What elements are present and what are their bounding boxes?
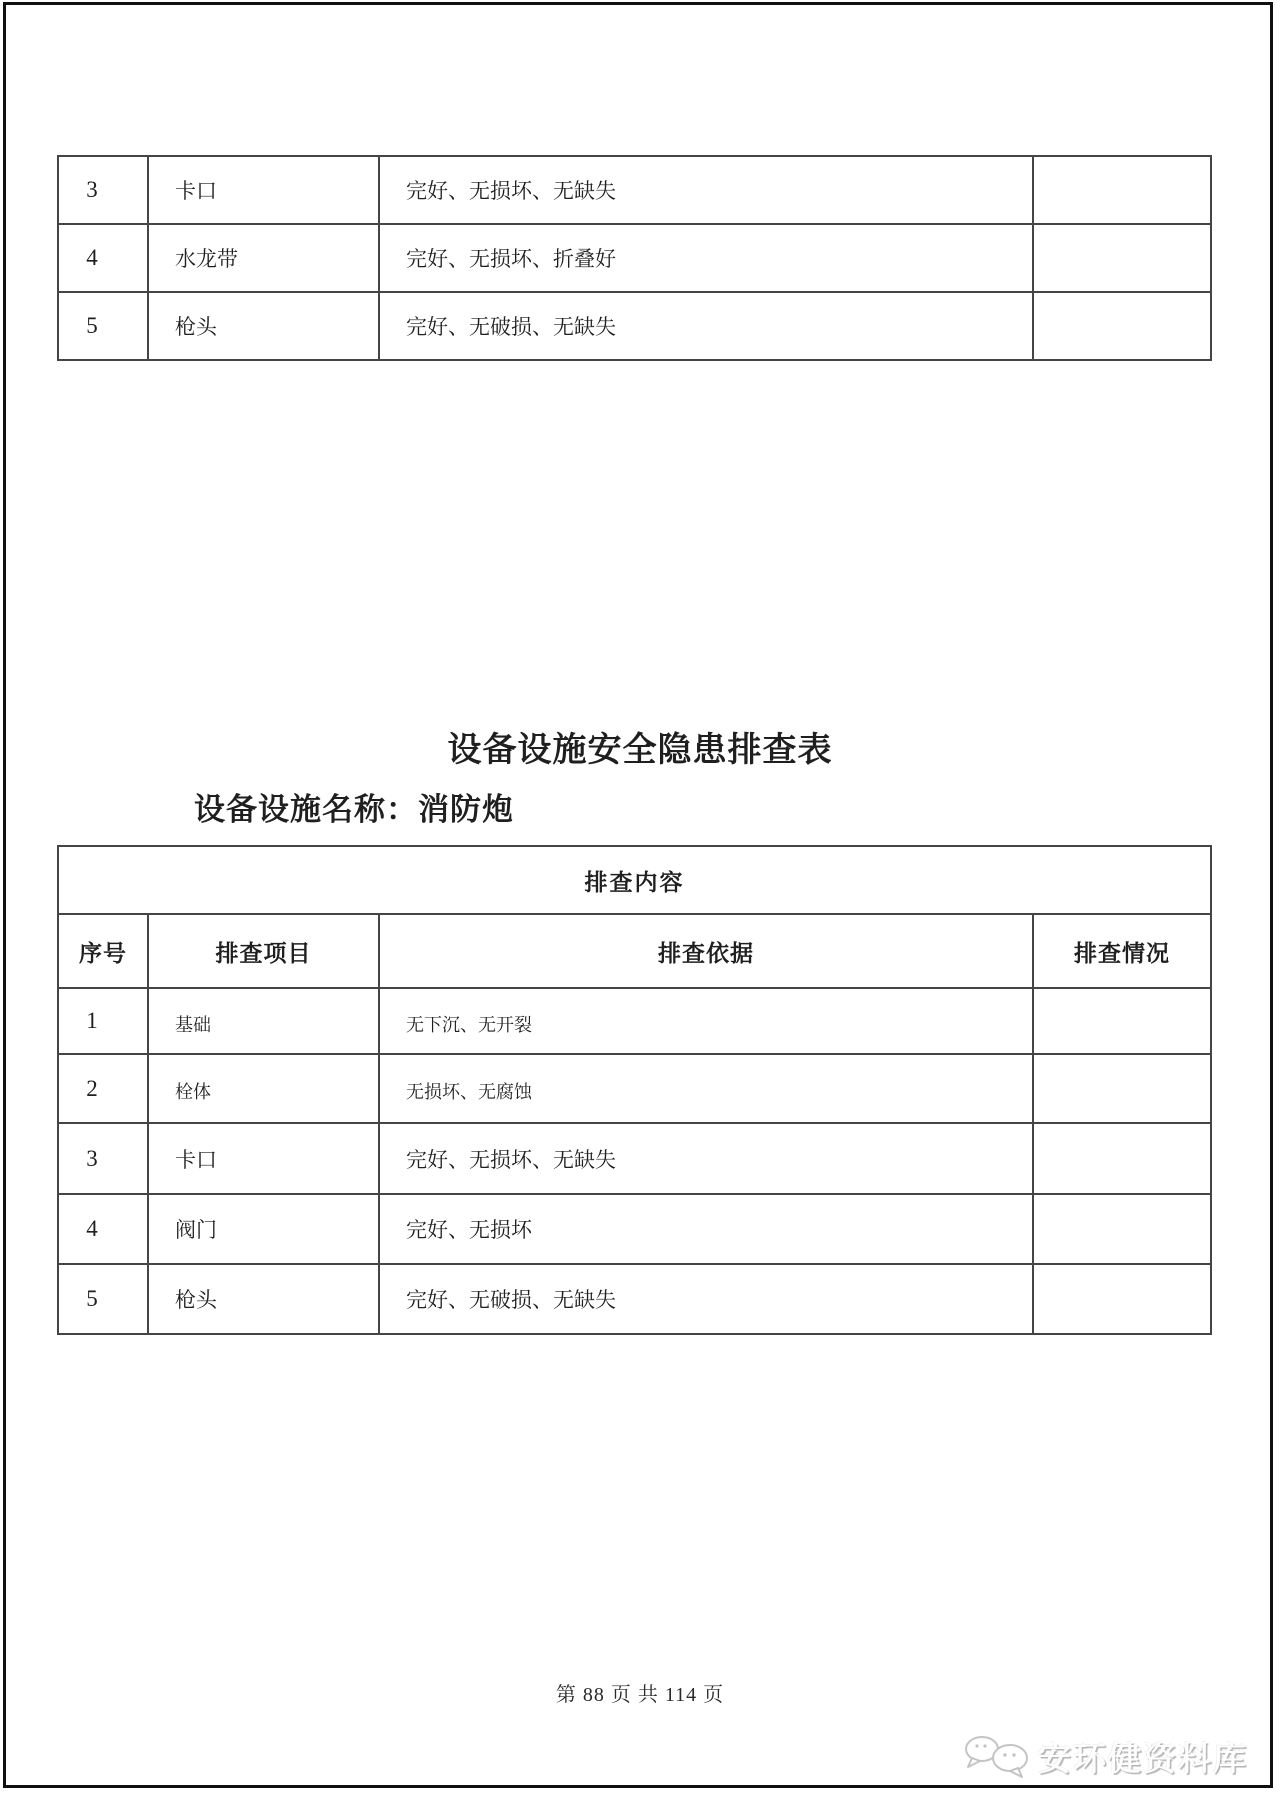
status-cell [1033, 1264, 1211, 1334]
status-cell [1033, 1194, 1211, 1264]
serial-cell: 3 [58, 1123, 148, 1194]
table-row [58, 156, 1211, 224]
watermark-logo [960, 1733, 1248, 1780]
serial-cell: 3 [58, 156, 148, 224]
item-cell: 枪头 [148, 292, 379, 360]
table-row [58, 1054, 1211, 1123]
table-row [58, 224, 1211, 292]
table-row [58, 1194, 1211, 1264]
item-cell: 枪头 [148, 1264, 379, 1334]
serial-cell: 5 [58, 1264, 148, 1334]
item-cell: 基础 [148, 988, 379, 1054]
table-header-row [58, 914, 1211, 988]
page-title: 设备设施安全隐患排查表 [447, 732, 833, 769]
basis-cell: 完好、无破损、无缺失 [379, 292, 1033, 360]
column-header-basis: 排查依据 [379, 914, 1033, 988]
item-cell: 栓体 [148, 1054, 379, 1123]
status-cell [1033, 156, 1211, 224]
item-cell: 水龙带 [148, 224, 379, 292]
inspection-content-header: 排查内容 [58, 846, 1211, 914]
page-number: 第 88 页 共 114 页 [555, 1684, 725, 1706]
basis-cell: 完好、无损坏 [379, 1194, 1033, 1264]
equipment-name-label: 设备设施名称：消防炮 [194, 792, 514, 827]
status-cell [1033, 1054, 1211, 1123]
column-header-no: 序号 [58, 914, 148, 988]
basis-cell: 完好、无损坏、折叠好 [379, 224, 1033, 292]
watermark-text: 安环健资料库 [1038, 1740, 1248, 1777]
chat-bubbles-icon [960, 1734, 1038, 1780]
status-cell [1033, 224, 1211, 292]
serial-cell: 1 [58, 988, 148, 1054]
table-row [58, 988, 1211, 1054]
serial-cell: 4 [58, 224, 148, 292]
basis-cell: 完好、无损坏、无缺失 [379, 156, 1033, 224]
status-cell [1033, 988, 1211, 1054]
continuation-table [57, 155, 1212, 361]
table-row [58, 1123, 1211, 1194]
item-cell: 卡口 [148, 1123, 379, 1194]
item-cell: 阀门 [148, 1194, 379, 1264]
column-header-status: 排查情况 [1033, 914, 1211, 988]
table-header-row [58, 846, 1211, 914]
basis-cell: 完好、无损坏、无缺失 [379, 1123, 1033, 1194]
item-cell: 卡口 [148, 156, 379, 224]
serial-cell: 2 [58, 1054, 148, 1123]
basis-cell: 无下沉、无开裂 [379, 988, 1033, 1054]
table-row [58, 1264, 1211, 1334]
status-cell [1033, 292, 1211, 360]
status-cell [1033, 1123, 1211, 1194]
column-header-item: 排查项目 [148, 914, 379, 988]
basis-cell: 无损坏、无腐蚀 [379, 1054, 1033, 1123]
serial-cell: 5 [58, 292, 148, 360]
table-row [58, 292, 1211, 360]
serial-cell: 4 [58, 1194, 148, 1264]
basis-cell: 完好、无破损、无缺失 [379, 1264, 1033, 1334]
inspection-table [57, 845, 1212, 1335]
